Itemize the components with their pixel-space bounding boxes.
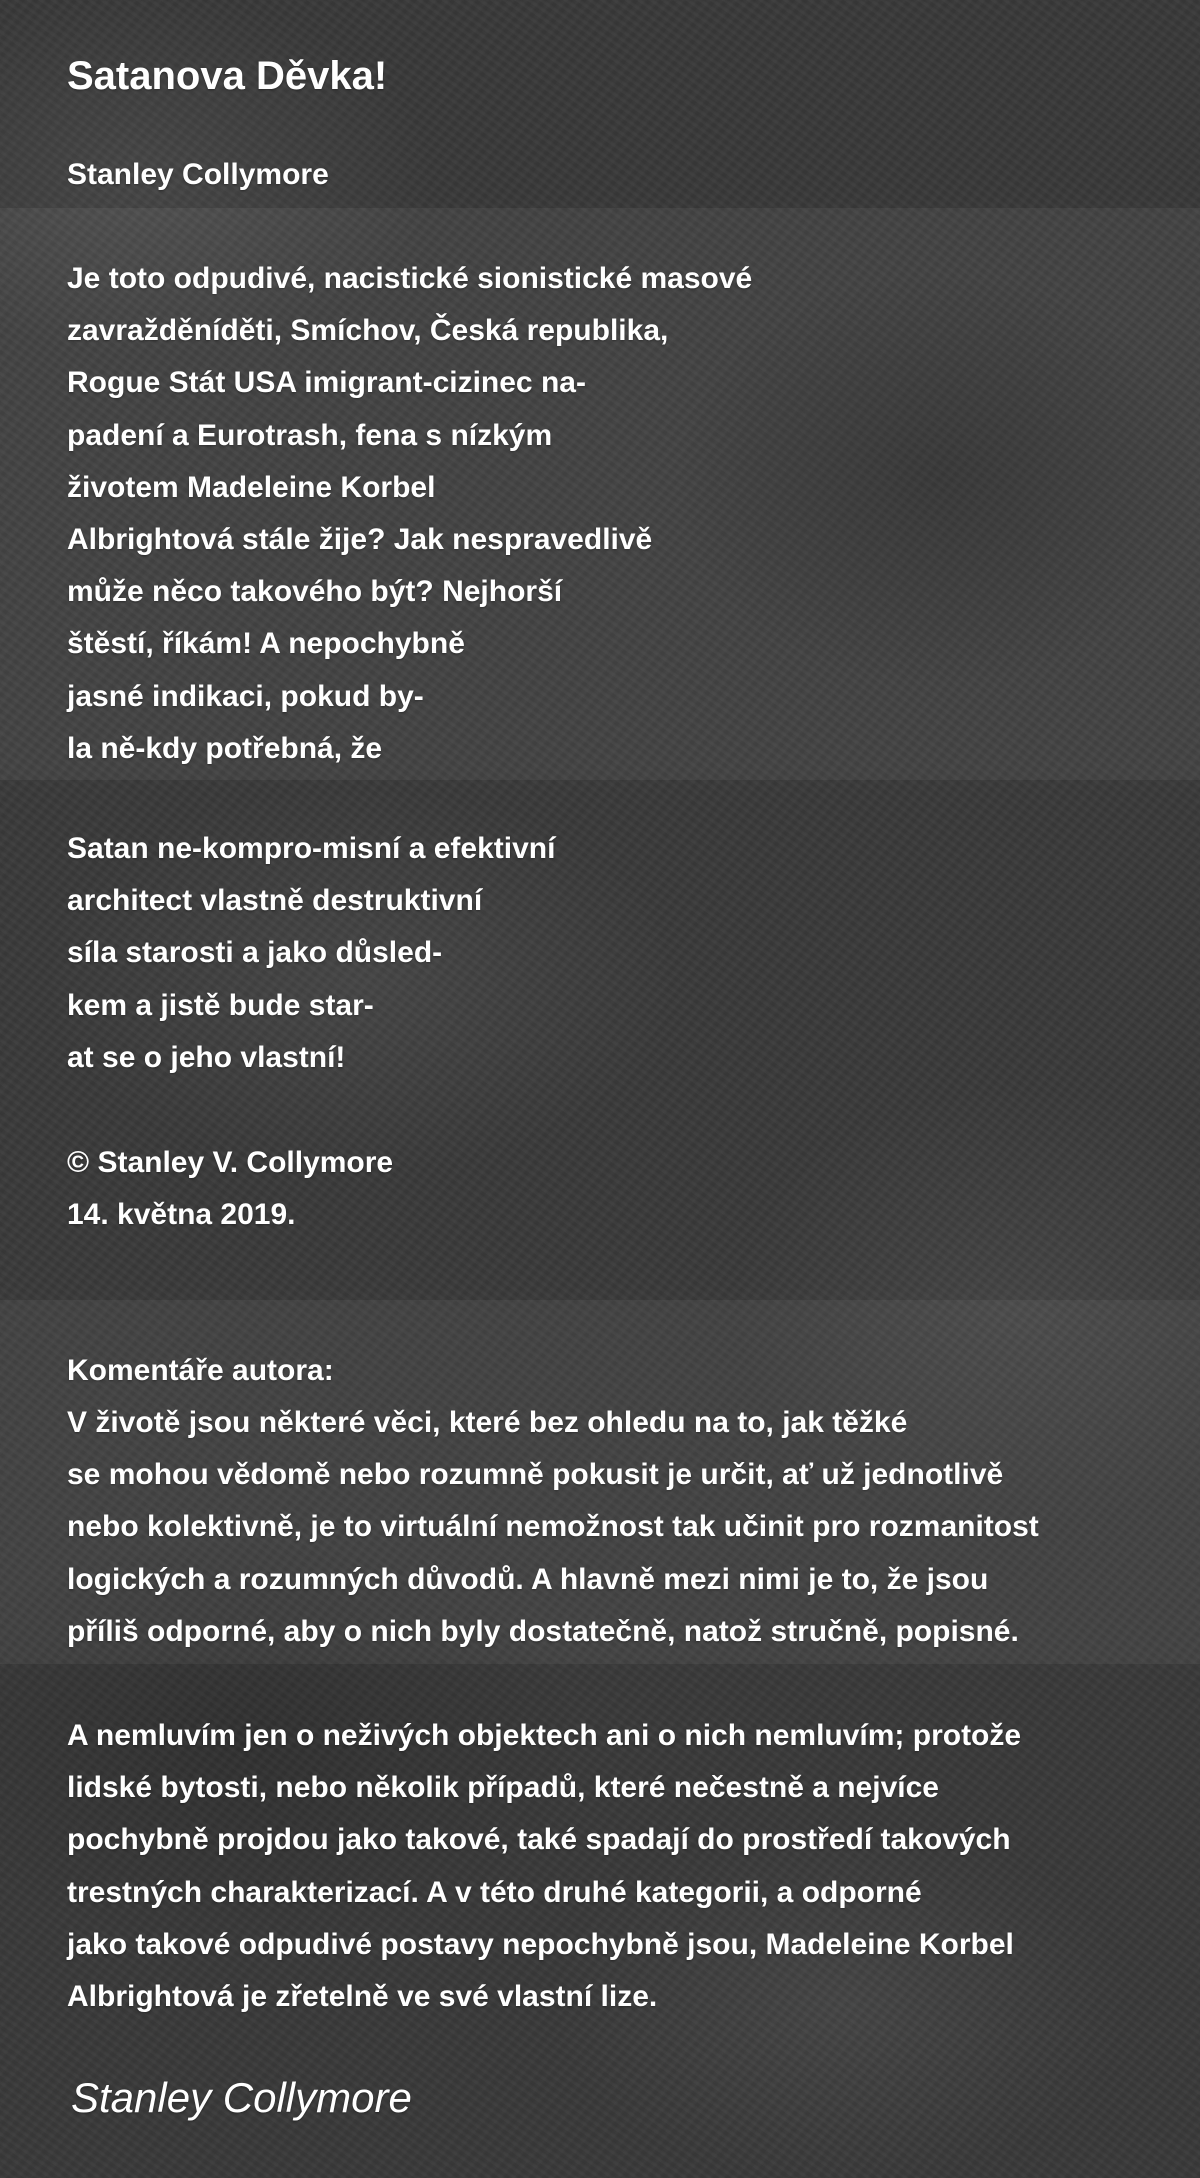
comment-line: pochybně projdou jako takové, také spadají do prostředí takových — [67, 1823, 1011, 1857]
poem-title: Satanova Děvka! — [67, 54, 388, 98]
comment-line: jako takové odpudivé postavy nepochybně jsou, Madeleine Korbel — [67, 1927, 1014, 1961]
poem-line: at se o jeho vlastní! — [67, 1040, 346, 1074]
poem-line: životem Madeleine Korbel — [67, 470, 436, 504]
comment-line: se mohou vědomě nebo rozumně pokusit je určit, ať už jednotlivě — [67, 1458, 1004, 1492]
author-comments-paragraph-1 — [67, 1397, 1039, 1658]
poem-copyright — [67, 1137, 393, 1241]
poem-author: Stanley Collymore — [67, 158, 329, 191]
poem-line: padení a Eurotrash, fena s nízkým — [67, 418, 553, 452]
poem-line: la ně-kdy potřebná, že — [67, 731, 383, 765]
poem-line: jasné indikaci, pokud by- — [67, 679, 424, 713]
poem-stanza-1 — [67, 253, 752, 775]
copyright-line: © Stanley V. Collymore — [67, 1146, 394, 1179]
poem-line: zavražděníděti, Smíchov, Česká republika, — [67, 314, 669, 348]
comment-line: nebo kolektivně, je to virtuální nemožnost tak učinit pro rozmanitost — [67, 1510, 1039, 1544]
comment-line: příliš odporné, aby o nich byly dostatečně, natož stručně, popisné. — [67, 1614, 1019, 1648]
comments-label: Komentáře autora: — [67, 1354, 334, 1387]
comment-line: Albrightová je zřetelně ve své vlastní lize. — [67, 1980, 658, 2014]
comment-line: lidské bytosti, nebo několik případů, které nečestně a nejvíce — [67, 1771, 939, 1805]
poem-line: Je toto odpudivé, nacistické sionistické masové — [67, 262, 753, 295]
poem-line: Satan ne-kompro-misní a efektivní — [67, 832, 556, 865]
poem-line: architect vlastně destruktivní — [67, 884, 483, 918]
author-comments-paragraph-2 — [67, 1710, 1021, 2023]
comment-line: A nemluvím jen o neživých objektech ani o nich nemluvím; protože — [67, 1719, 1022, 1752]
author-signature: Stanley Collymore — [71, 2074, 412, 2121]
poem-line: Rogue Stát USA imigrant-cizinec na- — [67, 366, 586, 400]
poem-line: kem a jistě bude star- — [67, 988, 374, 1022]
author-comments-heading — [67, 1345, 334, 1397]
poem-line: síla starosti a jako důsled- — [67, 936, 443, 970]
poem-stanza-2 — [67, 823, 555, 1084]
date-line: 14. května 2019. — [67, 1198, 296, 1232]
poem-line: štěstí, říkám! A nepochybně — [67, 627, 465, 661]
comment-line: trestných charakterizací. A v této druhé kategorii, a odporné — [67, 1875, 922, 1909]
comment-line: logických a rozumných důvodů. A hlavně mezi nimi je to, že jsou — [67, 1562, 989, 1596]
poem-line: Albrightová stále žije? Jak nespravedlivě — [67, 523, 653, 557]
comment-line: V životě jsou některé věci, které bez ohledu na to, jak těžké — [67, 1406, 908, 1439]
poem-line: může něco takového být? Nejhorší — [67, 575, 563, 609]
